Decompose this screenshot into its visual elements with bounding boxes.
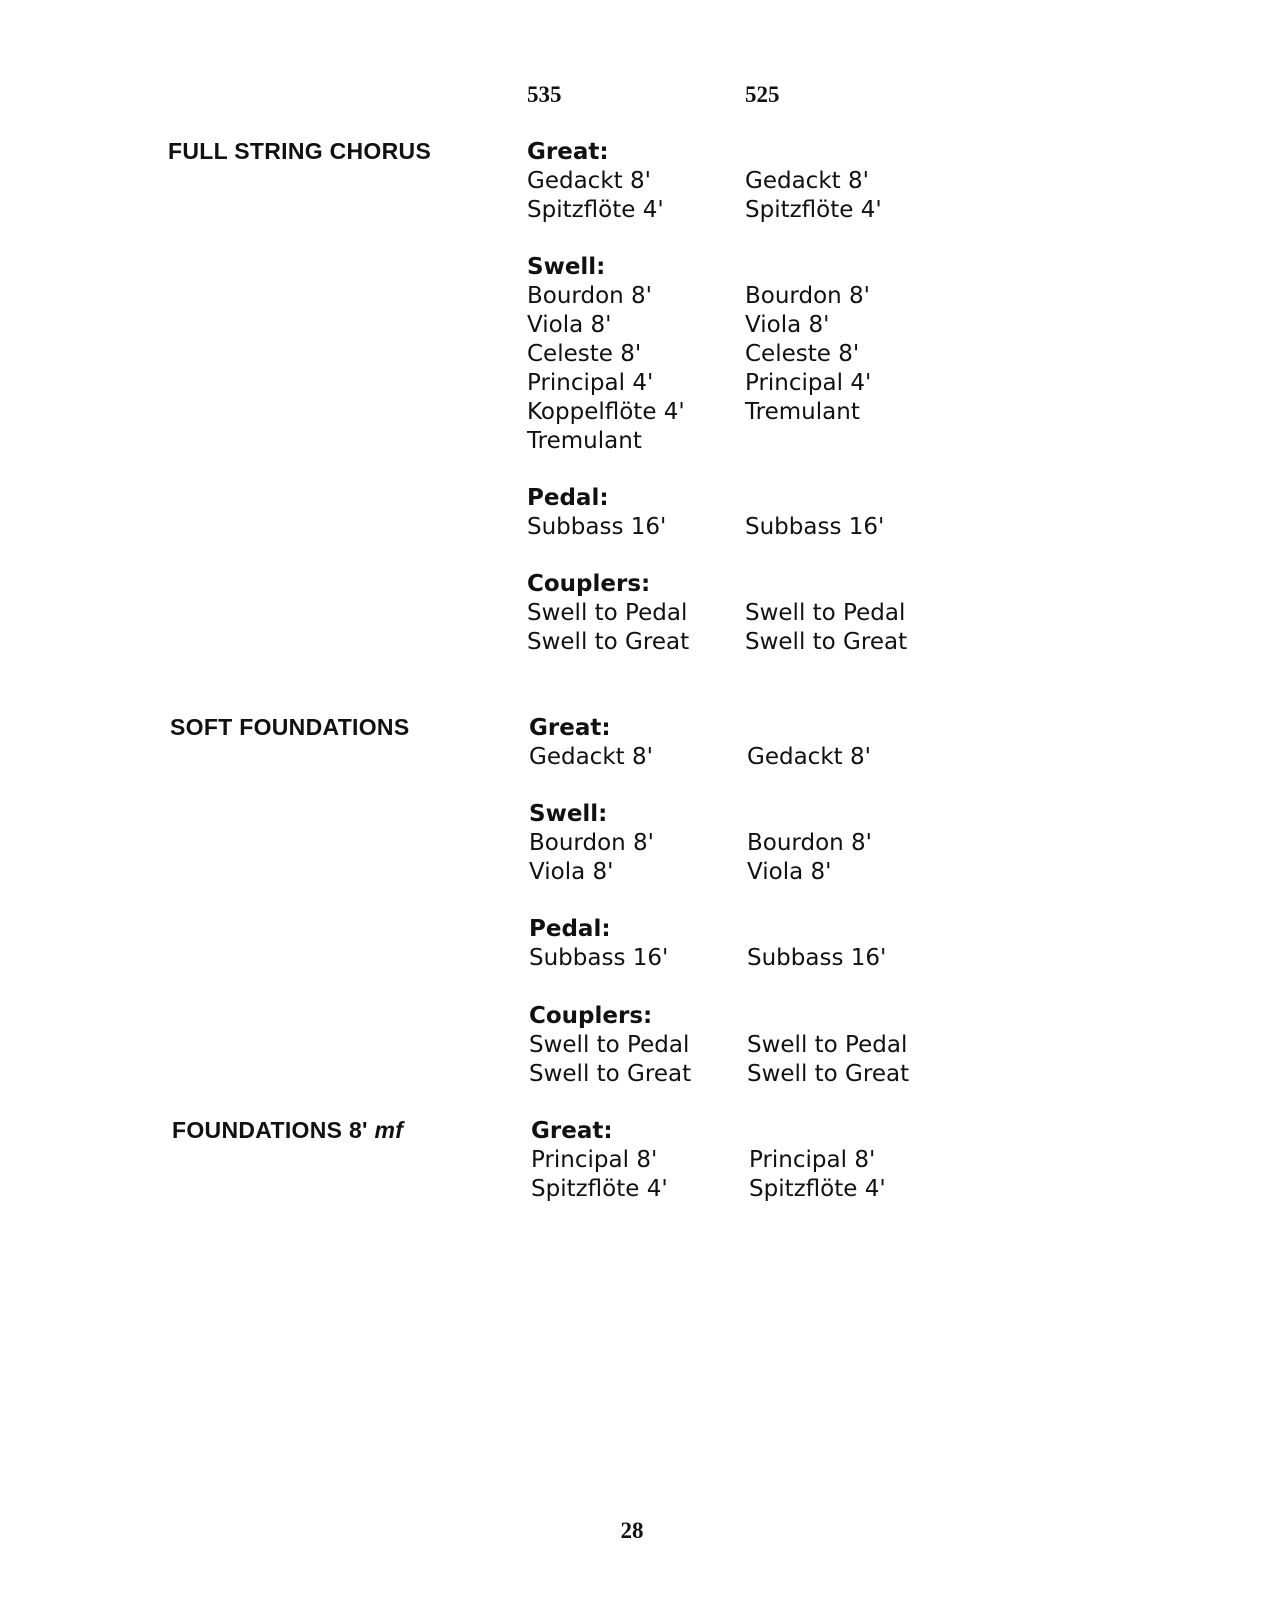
division-swell-535 — [529, 800, 654, 887]
stop: Spitzflöte 4' — [531, 1176, 668, 1202]
stop: Swell to Pedal — [745, 600, 906, 626]
stop: Celeste 8' — [527, 341, 642, 367]
stop: Subbass 16' — [527, 514, 667, 540]
division-label: Couplers: — [527, 571, 651, 597]
preset-title-full-string-chorus: FULL STRING CHORUS — [168, 138, 432, 164]
stop: Viola 8' — [745, 312, 830, 338]
division-label: Pedal: — [527, 485, 609, 511]
stop: Gedackt 8' — [747, 744, 871, 770]
column-header-535: 535 — [527, 82, 562, 107]
division-label: Pedal: — [529, 916, 611, 942]
division-great-535 — [529, 714, 653, 772]
stop: Bourdon 8' — [745, 283, 870, 309]
stop: Principal 4' — [745, 370, 872, 396]
division-label: Swell: — [529, 801, 608, 827]
stop: Tremulant — [745, 399, 860, 425]
division-pedal-535 — [529, 915, 668, 973]
division-pedal-525 — [747, 944, 886, 973]
stop: Swell to Great — [529, 1061, 692, 1087]
stop: Tremulant — [527, 428, 642, 454]
preset-title-soft-foundations: SOFT FOUNDATIONS — [170, 714, 410, 740]
stop: Swell to Pedal — [527, 600, 688, 626]
stop: Subbass 16' — [529, 945, 669, 971]
division-great-525 — [745, 167, 882, 225]
division-label: Swell: — [527, 254, 606, 280]
stop: Subbass 16' — [747, 945, 887, 971]
stop: Principal 8' — [749, 1147, 876, 1173]
division-great-525 — [749, 1146, 886, 1204]
stop: Viola 8' — [527, 312, 612, 338]
division-great-525 — [747, 743, 871, 772]
stop: Spitzflöte 4' — [749, 1176, 886, 1202]
stop: Bourdon 8' — [747, 830, 872, 856]
division-couplers-535 — [529, 1002, 691, 1089]
division-label: Great: — [527, 139, 609, 165]
stop: Subbass 16' — [745, 514, 885, 540]
stop: Principal 8' — [531, 1147, 658, 1173]
division-couplers-535 — [527, 570, 689, 657]
preset-title-foundations-8: FOUNDATIONS 8' mf — [172, 1117, 404, 1143]
division-label: Great: — [529, 715, 611, 741]
stop: Viola 8' — [529, 859, 614, 885]
stop: Spitzflöte 4' — [745, 197, 882, 223]
column-header-525: 525 — [745, 82, 780, 107]
division-great-535 — [527, 138, 664, 225]
stop: Swell to Great — [747, 1061, 910, 1087]
division-great-535 — [531, 1117, 668, 1204]
stop: Swell to Great — [745, 629, 908, 655]
stop: Koppelflöte 4' — [527, 399, 685, 425]
stop: Swell to Great — [527, 629, 690, 655]
stop: Bourdon 8' — [529, 830, 654, 856]
division-pedal-525 — [745, 513, 884, 542]
stop: Gedackt 8' — [529, 744, 653, 770]
dynamic-marking: mf — [374, 1117, 404, 1143]
division-pedal-535 — [527, 484, 666, 542]
stop: Gedackt 8' — [527, 168, 651, 194]
stop: Principal 4' — [527, 370, 654, 396]
page-number: 28 — [620, 1518, 644, 1543]
division-couplers-525 — [747, 1031, 909, 1089]
division-swell-535 — [527, 253, 685, 456]
stop: Viola 8' — [747, 859, 832, 885]
stop: Swell to Pedal — [529, 1032, 690, 1058]
division-swell-525 — [745, 282, 871, 427]
stop: Spitzflöte 4' — [527, 197, 664, 223]
division-swell-525 — [747, 829, 872, 887]
stop: Bourdon 8' — [527, 283, 652, 309]
stop: Gedackt 8' — [745, 168, 869, 194]
stop: Celeste 8' — [745, 341, 860, 367]
division-label: Couplers: — [529, 1003, 653, 1029]
division-label: Great: — [531, 1118, 613, 1144]
division-couplers-525 — [745, 599, 907, 657]
stop: Swell to Pedal — [747, 1032, 908, 1058]
